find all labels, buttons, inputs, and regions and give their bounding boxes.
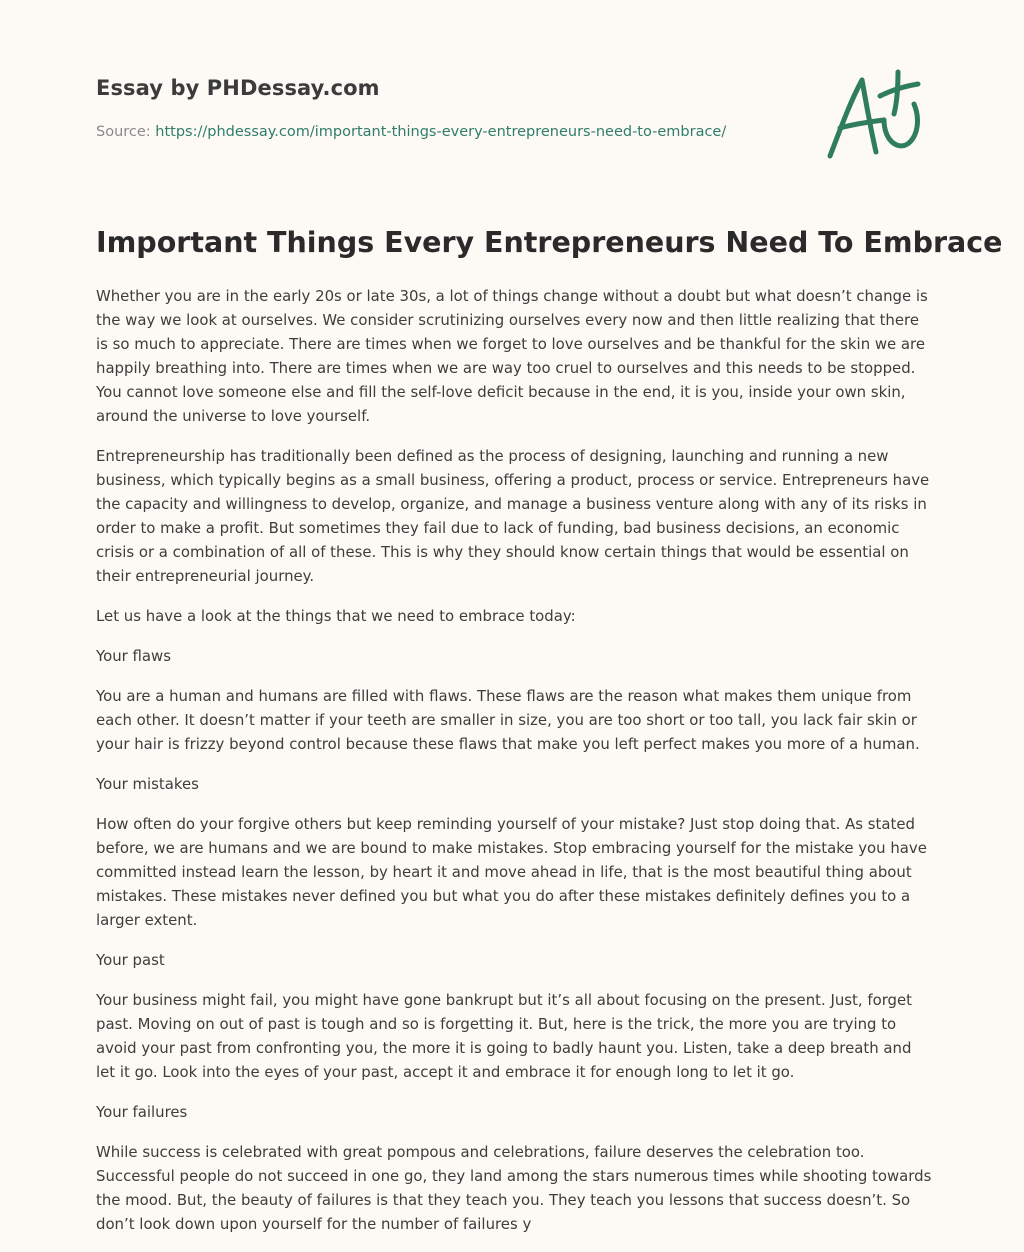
a-plus-logo-icon [822,68,926,164]
paragraph: You are a human and humans are filled with flaws. These flaws are the reason what makes them unique from each other. It doesn’t matter if your teeth are smaller in size, you are too short or too tall, you lack fair skin or your hair is frizzy beyond control because these flaws that make you left perfect makes you more of a human. [96,687,920,753]
paragraph: How often do your forgive others but keep reminding yourself of your mistake? Just stop doing that. As stated before, we are humans and we are bound to make mistakes. Stop embracing yourself for the mistake you have committed instead learn the lesson, by heart it and move ahead in life, that is the most beautiful thing about mistakes. These mistakes never defined you but what you do after these mistakes definitely defines you to a larger extent. [96,815,927,929]
section-heading-past: Your past [96,951,165,969]
source-label: Source: [96,124,151,140]
essay-body [96,284,932,1252]
paragraph: Entrepreneurship has traditionally been defined as the process of designing, launching and running a new business, which typically begins as a small business, offering a product, process or service. Entrepreneurs have the capacity and willingness to develop, organize, and manage a business venture along with any of its risks in order to make a profit. But sometimes they fail due to lack of funding, bad business decisions, an economic crisis or a combination of all of these. This is why they should know certain things that would be essential on their entrepreneurial journey. [96,447,930,585]
essay-title: Important Things Every Entrepreneurs Need To Embrace [96,226,1003,259]
section-heading-failures: Your failures [96,1103,188,1121]
paragraph: Whether you are in the early 20s or late 30s, a lot of things change without a doubt but what doesn’t change is the way we look at ourselves. We consider scrutinizing ourselves every now and then little realizing that there is so much to appreciate. There are times when we forget to love ourselves and be thankful for the skin we are happily breathing into. There are times when we are way too cruel to ourselves and this needs to be stopped. You cannot love someone else and fill the self-love deficit because in the end, it is you, inside your own skin, around the universe to love yourself. [96,287,928,425]
site-title: Essay by PHDessay.com [96,76,380,100]
source-link[interactable]: https://phdessay.com/important-things-every-entrepreneurs-need-to-embrace/ [155,124,727,140]
header [96,0,932,190]
paragraph: While success is celebrated with great pompous and celebrations, failure deserves the celebration too. Successful people do not succeed in one go, they land among the stars numerous times while shooting towards the mood. But, the beauty of failures is that they teach you. They teach you lessons that success doesn’t. So don’t look down upon yourself for the number of failures y [96,1143,932,1233]
source-line [96,124,726,140]
essay-page [96,0,1003,1233]
paragraph: Let us have a look at the things that we need to embrace today: [96,607,576,625]
paragraph: Your business might fail, you might have gone bankrupt but it’s all about focusing on the present. Just, forget past. Moving on out of past is tough and so is forgetting it. But, here is the trick, the more you are trying to avoid your past from confronting you, the more it is going to badly haunt you. Listen, take a deep breath and let it go. Look into the eyes of your past, accept it and embrace it for enough long to let it go. [96,991,913,1081]
section-heading-mistakes: Your mistakes [96,775,199,793]
section-heading-flaws: Your flaws [96,647,171,665]
